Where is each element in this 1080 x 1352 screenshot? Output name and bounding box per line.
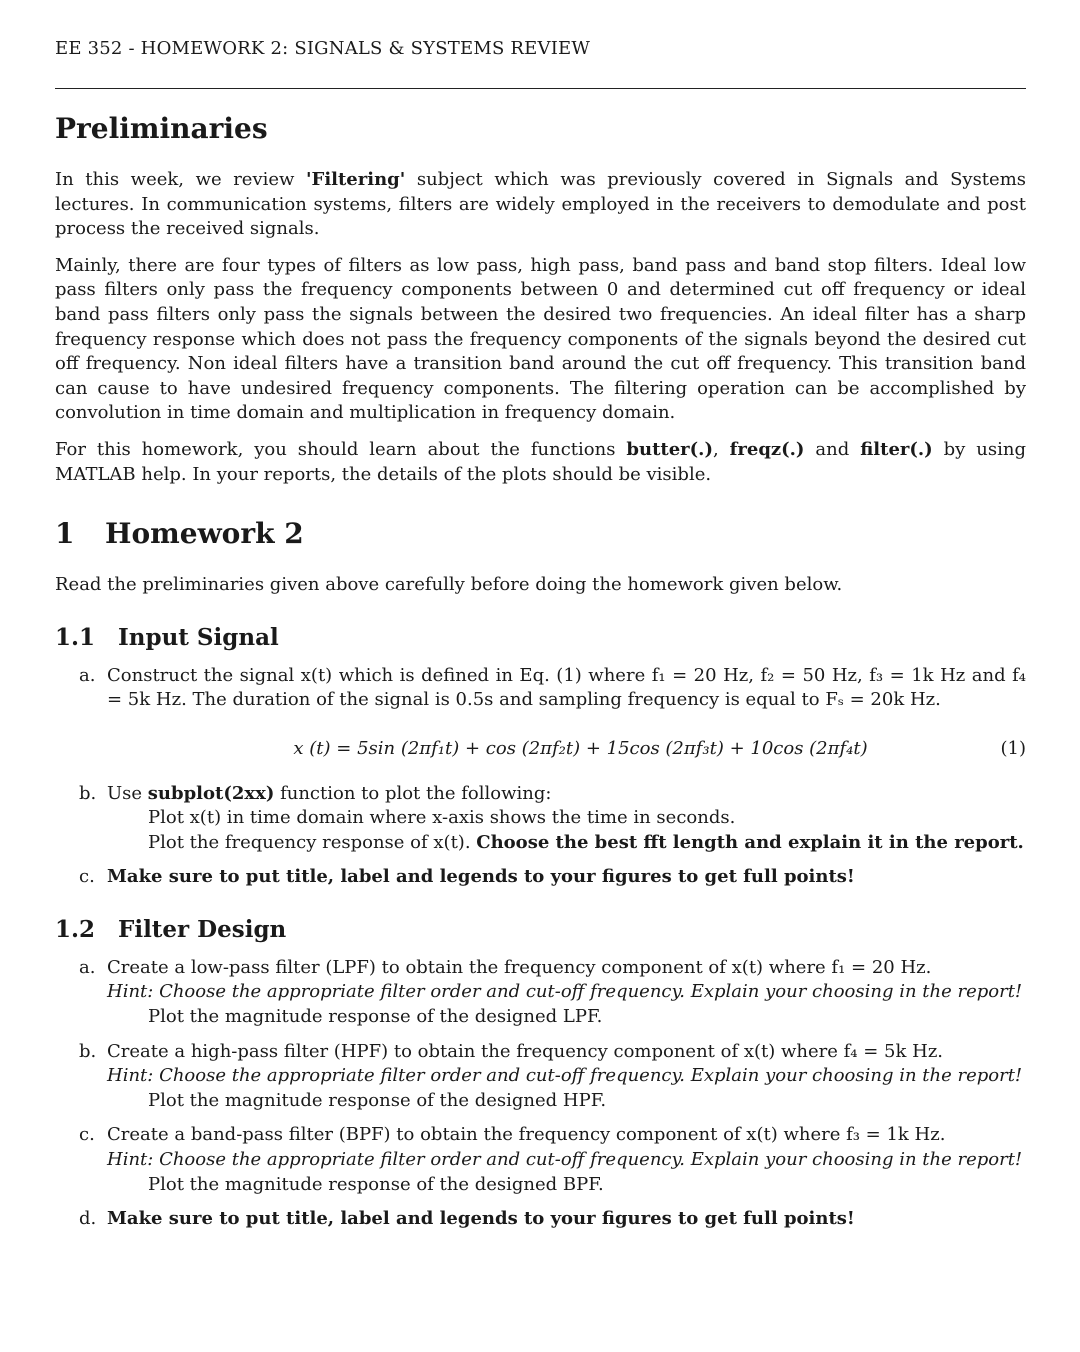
- item-text-post: function to plot the following:: [274, 782, 552, 804]
- sub-instruction-bold: Choose the best fft length and explain it in the report.: [476, 831, 1024, 853]
- sub-instruction: Plot the magnitude response of the designed LPF.: [148, 1006, 603, 1028]
- func-freqz: freqz(.): [729, 438, 805, 460]
- item-hint: Hint: Choose the appropriate filter order and cut-off frequency. Explain your choosing in the report!: [107, 981, 1023, 1003]
- item-text: [107, 782, 1026, 807]
- preliminaries-heading: Preliminaries: [55, 112, 268, 145]
- list-item: [55, 782, 1026, 856]
- subsection-title: Filter Design: [118, 915, 287, 943]
- func-subplot: subplot(2xx): [147, 782, 275, 804]
- item-label: a.: [79, 664, 96, 686]
- item-hint: Hint: Choose the appropriate filter order and cut-off frequency. Explain your choosing in the report!: [107, 1065, 1023, 1087]
- sub-instruction: [107, 831, 1026, 856]
- subsection-number: 1.2: [55, 915, 96, 943]
- prelim-p3-sep2: and: [804, 438, 861, 460]
- section-1-heading: [55, 517, 1026, 551]
- item-text: Construct the signal x(t) which is defined in Eq. (1) where f₁ = 20 Hz, f₂ = 50 Hz, f₃ = 1k Hz and f₄ = 5k Hz. The duration of the signal is 0.5s and sampling frequency is equal to Fₛ = 20k Hz.: [107, 664, 1026, 711]
- equation-body: x (t) = 5sin (2πf₁t) + cos (2πf₂t) + 15cos (2πf₃t) + 10cos (2πf₄t): [293, 737, 868, 759]
- prelim-paragraph-3: [55, 438, 1026, 487]
- func-filter: filter(.): [860, 438, 933, 460]
- item-text: Create a high-pass filter (HPF) to obtain the frequency component of x(t) where f₄ = 5k Hz.: [107, 1040, 944, 1062]
- prelim-paragraph-2: Mainly, there are four types of filters as low pass, high pass, band pass and band stop filters. Ideal low pass filters only pass the frequency components between 0 and determined cut off frequency or ideal band pass filters only pass the signals between the desired two frequencies. An ideal filter has a sharp frequency response which does not pass the frequency components of the signals beyond the desired cut off frequency. Non ideal filters have a transition band around the cut off frequency. This transition band can cause to have undesired frequency components. The filtering operation can be accomplished by convolution in time domain and multiplication in frequency domain.: [55, 254, 1026, 424]
- subsection-title: Input Signal: [118, 623, 279, 651]
- item-label: d.: [79, 1208, 97, 1230]
- sub-instruction: Plot x(t) in time domain where x-axis shows the time in seconds.: [148, 807, 736, 829]
- item-text-bold: Make sure to put title, label and legends to your figures to get full points!: [107, 866, 855, 888]
- running-header: EE 352 - HOMEWORK 2: SIGNALS & SYSTEMS REVIEW: [55, 38, 591, 59]
- equation-number: (1): [1000, 737, 1026, 759]
- sub-instruction: Plot the magnitude response of the designed BPF.: [148, 1173, 604, 1195]
- list-item: [55, 1040, 1026, 1114]
- item-text: Create a low-pass filter (LPF) to obtain the frequency component of x(t) where f₁ = 20 Hz.: [107, 956, 932, 978]
- subsection-1-2-heading: [55, 916, 1026, 944]
- list-item: [55, 956, 1026, 1030]
- prelim-p1-text-a: In this week, we review: [55, 169, 307, 190]
- prelim-p3-text-b: by using MATLAB help. In your reports, the details of the plots should be visible.: [55, 438, 1026, 485]
- item-label: c.: [79, 1124, 95, 1146]
- prelim-p3-sep1: ,: [712, 438, 730, 460]
- equation-1: [55, 737, 1026, 762]
- list-item: [55, 1123, 1026, 1197]
- header-rule: [55, 88, 1026, 89]
- prelim-p1-text-b: subject which was previously covered in Signals and Systems lectures. In communication systems, filters are widely employed in the receivers to demodulate and post process the received signals.: [55, 169, 1026, 240]
- subsection-number: 1.1: [55, 623, 96, 651]
- item-text-bold: Make sure to put title, label and legends to your figures to get full points!: [107, 1208, 855, 1230]
- section-1-intro: Read the preliminaries given above carefully before doing the homework given below.: [55, 574, 843, 596]
- list-item: [55, 1207, 1026, 1232]
- list-item: [55, 664, 1026, 713]
- section-number: 1: [55, 517, 75, 551]
- item-label: b.: [79, 782, 97, 804]
- section-title: Homework 2: [105, 517, 304, 551]
- subsection-1-1-heading: [55, 624, 1026, 652]
- prelim-p1-bold: 'Filtering': [306, 169, 406, 190]
- func-butter: butter(.): [626, 438, 713, 460]
- item-hint: Hint: Choose the appropriate filter order and cut-off frequency. Explain your choosing in the report!: [107, 1149, 1023, 1171]
- sub-instruction-text: Plot the frequency response of x(t).: [148, 831, 477, 853]
- item-label: b.: [79, 1040, 97, 1062]
- document-body: [55, 112, 1026, 1242]
- item-label: a.: [79, 956, 96, 978]
- prelim-p3-text-a: For this homework, you should learn about the functions: [55, 438, 627, 460]
- item-text: Create a band-pass filter (BPF) to obtain the frequency component of x(t) where f₃ = 1k Hz.: [107, 1124, 946, 1146]
- item-label: c.: [79, 866, 95, 888]
- item-text-pre: Use: [107, 782, 148, 804]
- prelim-paragraph-1: [55, 168, 1026, 242]
- sub-instruction: Plot the magnitude response of the designed HPF.: [148, 1089, 607, 1111]
- list-item: [55, 865, 1026, 890]
